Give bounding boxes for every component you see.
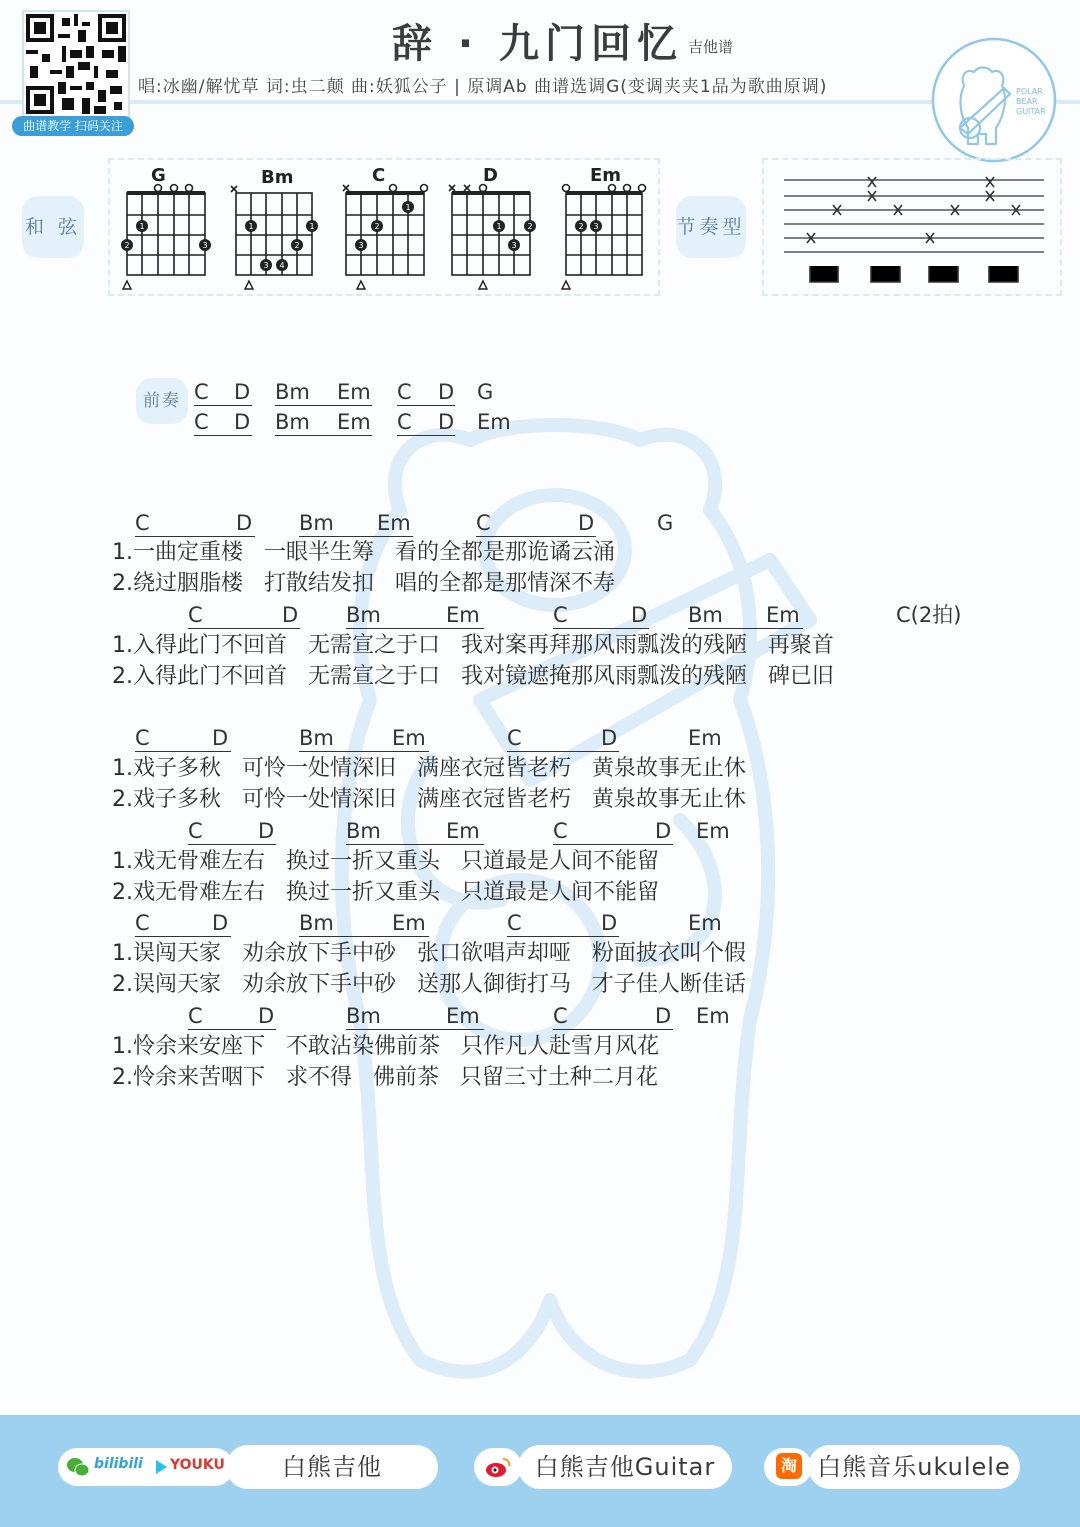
chord-line [0,510,1080,536]
logo-line-3: GUITAR [1016,107,1046,116]
song-title: 辞 · 九门回忆 [392,21,684,67]
chord: Em [477,410,511,434]
chord: D [438,380,455,404]
rhythm-label: 节奏型 [676,196,746,258]
chord: D [258,1004,275,1028]
header-divider [0,100,1080,104]
lyric-line: 2.绕过胭脂楼 打散结发扣 唱的全都是那情深不寿 [112,571,615,596]
chord: Bm [299,726,334,750]
chord-line [0,818,1080,844]
chord-name: Bm [261,167,294,188]
chord-diagram-em [558,163,648,293]
svg-text:3: 3 [593,222,599,231]
polar-bear-guitar-logo-icon [930,36,1058,164]
bilibili-logo-text: bilibili [94,1456,143,1472]
chord: C [135,911,150,935]
chord: Em [337,380,371,404]
chord: C [553,819,568,843]
chord: G [477,380,494,404]
weibo-badge[interactable] [474,1448,522,1486]
svg-text:1: 1 [139,222,145,231]
svg-text:2: 2 [294,241,300,250]
svg-text:1: 1 [405,203,411,212]
chord-diagram-bm [228,163,318,293]
chords-label: 和 弦 [22,196,84,258]
intro-chords-line-2 [0,409,1080,435]
chord-name: D [483,165,498,186]
chord: Em [446,603,480,627]
chord: C [194,380,209,404]
chord: D [655,819,672,843]
lyric-line: 2.戏无骨难左右 换过一折又重头 只道最是人间不能留 [112,880,659,905]
video-platforms-badge[interactable] [58,1448,234,1486]
chord: D [631,603,648,627]
youku-play-icon [154,1459,168,1475]
chord: Bm [299,511,334,535]
chord: C [476,511,491,535]
lyric-line: 1.误闯天家 劝余放下手中砂 张口欲唱声却哑 粉面披衣叫个假 [112,941,746,966]
chord-line [0,1003,1080,1029]
taobao-badge[interactable] [764,1448,812,1486]
footer-pill-weibo[interactable]: 白熊吉他Guitar [518,1445,732,1489]
lyric-line: 2.戏子多秋 可怜一处情深旧 满座衣冠皆老朽 黄泉故事无止休 [112,787,746,812]
svg-text:2: 2 [374,222,380,231]
chord: C [135,726,150,750]
chord: D [234,380,251,404]
chord: C [397,410,412,434]
chord: Em [696,1004,730,1028]
chord-diagram-c [338,163,428,293]
chord: Em [377,511,411,535]
intro-chords-line-1 [0,379,1080,405]
chord: D [282,603,299,627]
chord: Em [766,603,800,627]
chord-diagram-g [115,163,208,293]
svg-text:1: 1 [496,222,502,231]
chord: Em [392,726,426,750]
svg-text:3: 3 [358,241,364,250]
svg-text:1: 1 [248,222,254,231]
chord: D [438,410,455,434]
chord: D [601,726,618,750]
chord: C [553,603,568,627]
weibo-icon [484,1455,512,1479]
logo-line-2: BEAR [1016,97,1038,106]
chord: D [601,911,618,935]
intro-label: 前奏 [136,378,188,424]
lyric-line: 1.一曲定重楼 一眼半生筹 看的全都是那诡谲云涌 [112,540,615,565]
chord: Bm [346,603,381,627]
chord: Em [688,726,722,750]
chord: C [188,1004,203,1028]
svg-text:2: 2 [527,222,533,231]
chord-name: C [372,165,386,186]
lyric-line: 1.戏无骨难左右 换过一折又重头 只道最是人间不能留 [112,849,659,874]
chord: C [507,911,522,935]
chord: Bm [346,819,381,843]
chord: Bm [688,603,723,627]
chord: Bm [275,410,310,434]
chord: C [507,726,522,750]
youku-logo-text: YOUKU [170,1457,225,1473]
song-subtitle: 吉他谱 [688,38,734,56]
lyric-line: 1.怜余来安座下 不敢沾染佛前茶 只作凡人赴雪月风花 [112,1034,659,1059]
lyric-line: 1.入得此门不回首 无需宣之于口 我对案再拜那风雨瓢泼的残陋 再聚首 [112,633,834,658]
chord: C [188,819,203,843]
qr-code [22,10,130,118]
lyric-line: 2.怜余来苦咽下 求不得 佛前茶 只留三寸土种二月花 [112,1065,658,1090]
footer-pill-shop[interactable]: 白熊音乐ukulele [808,1445,1020,1489]
chord-line [0,725,1080,751]
chord-line [0,602,1080,628]
chord-name: Em [590,165,622,186]
chord: C [194,410,209,434]
chord-diagram-d [446,163,536,293]
svg-text:4: 4 [279,261,285,270]
svg-text:3: 3 [202,241,208,250]
chord: D [234,410,251,434]
chord: G [657,511,674,535]
chord: Bm [346,1004,381,1028]
svg-text:2: 2 [124,241,130,250]
chord: D [212,911,229,935]
footer-pill-video[interactable]: 白熊吉他 [226,1445,438,1489]
svg-text:3: 3 [511,241,517,250]
rhythm-pattern-staff [776,168,1052,288]
chord: Em [392,911,426,935]
chord: Bm [275,380,310,404]
qr-caption: 曲谱教学 扫码关注 [12,116,134,136]
chord: D [578,511,595,535]
chord: D [258,819,275,843]
lyric-line: 1.戏子多秋 可怜一处情深旧 满座衣冠皆老朽 黄泉故事无止休 [112,756,746,781]
lyric-line: 2.误闯天家 劝余放下手中砂 送那人御街打马 才子佳人断佳话 [112,972,746,997]
taobao-icon: 淘 [776,1453,802,1479]
lyric-line: 2.入得此门不回首 无需宣之于口 我对镜遮掩那风雨瓢泼的残陋 碑已旧 [112,664,834,689]
chord-name: G [151,165,166,186]
chord: C [553,1004,568,1028]
wechat-icon [66,1456,90,1478]
song-credits: 唱:冰幽/解忧草 词:虫二颠 曲:妖狐公子 | 原调Ab 曲谱选调G(变调夹夹1品为歌曲原调) [138,77,828,97]
chord: Em [688,911,722,935]
chord: C(2拍) [896,603,962,627]
svg-text:3: 3 [263,261,269,270]
chord: C [397,380,412,404]
chord: D [236,511,253,535]
chord: Em [446,819,480,843]
chord: Em [696,819,730,843]
chord: Em [337,410,371,434]
chord: D [655,1004,672,1028]
chord: Em [446,1004,480,1028]
chord: Bm [299,911,334,935]
logo-line-1: POLAR [1016,87,1043,96]
svg-text:1: 1 [309,222,315,231]
chord: D [212,726,229,750]
chord-line [0,910,1080,936]
svg-text:2: 2 [578,222,584,231]
chord: C [188,603,203,627]
chord: C [135,511,150,535]
